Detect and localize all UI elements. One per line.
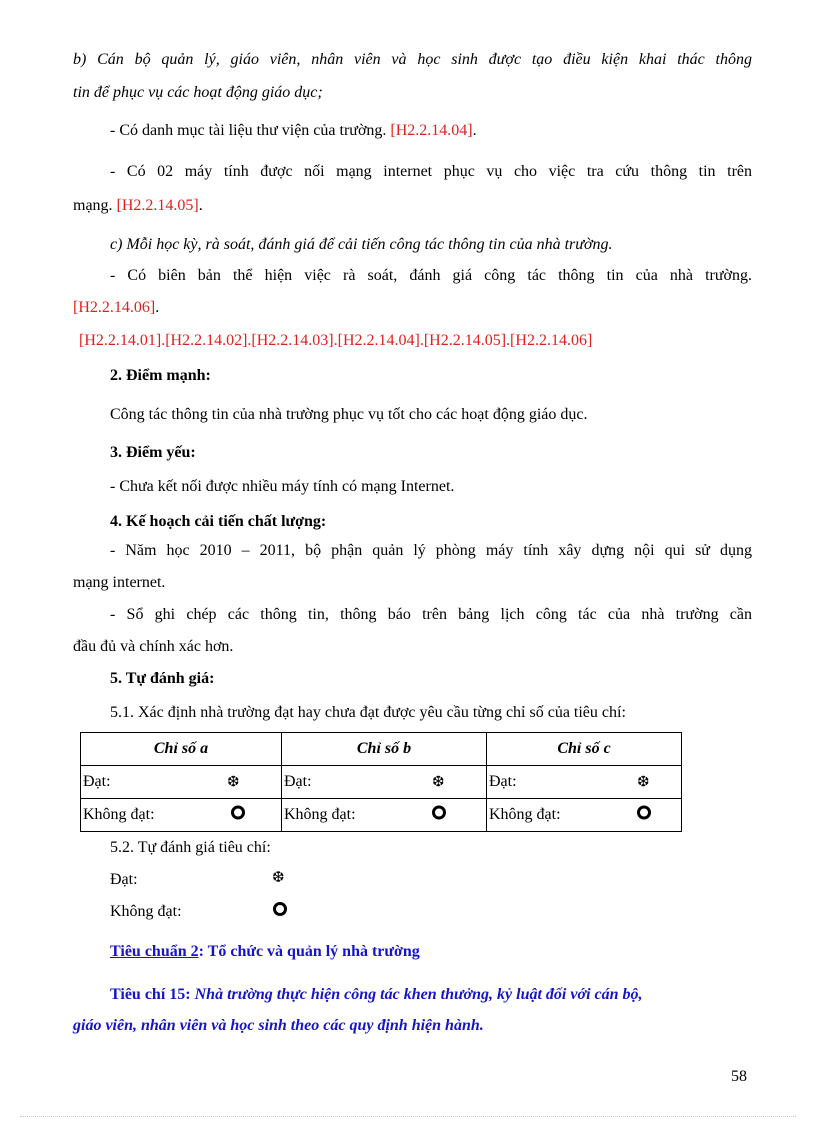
circle-icon bbox=[432, 806, 446, 825]
cell-c-fail bbox=[487, 799, 682, 832]
item-library-catalog: - Có danh mục tài liệu thư viện của trường. [H2.2.14.04]. bbox=[110, 122, 477, 139]
header-indicator-c: Chỉ số c bbox=[487, 733, 682, 766]
cell-b-pass bbox=[282, 766, 487, 799]
standard-link[interactable]: Tiêu chuẩn 2 bbox=[110, 943, 199, 960]
criterion-15-line2: giáo viên, nhân viên và học sinh theo các quy định hiện hành. bbox=[73, 1017, 484, 1034]
snowflake-icon: ❆ bbox=[272, 870, 285, 886]
snowflake-icon: ❆ bbox=[227, 774, 240, 791]
evidence-codes-all: [H2.2.14.01].[H2.2.14.02].[H2.2.14.03].[H2.2.14.04].[H2.2.14.05].[H2.2.14.06] bbox=[79, 332, 593, 349]
para-b-line1: b) Cán bộ quản lý, giáo viên, nhân viên và học sinh được tạo điều kiện khai thác thông bbox=[73, 51, 752, 68]
para-b-line2: tin để phục vụ các hoạt động giáo dục; bbox=[73, 84, 323, 101]
pass-label: Đạt: bbox=[284, 773, 312, 790]
header-indicator-b: Chỉ số b bbox=[282, 733, 487, 766]
item-text: - Có danh mục tài liệu thư viện của trường. bbox=[110, 122, 391, 139]
fail-label: Không đạt: bbox=[83, 806, 155, 823]
self-assessment-5-2: 5.2. Tự đánh giá tiêu chí: bbox=[110, 839, 271, 856]
circle-icon bbox=[273, 902, 287, 922]
table-row-pass bbox=[81, 766, 682, 799]
cell-c-pass bbox=[487, 766, 682, 799]
circle-icon bbox=[637, 806, 651, 825]
header-indicator-a: Chỉ số a bbox=[81, 733, 282, 766]
pass-label: Đạt: bbox=[489, 773, 517, 790]
table-row-fail bbox=[81, 799, 682, 832]
cell-a-fail bbox=[81, 799, 282, 832]
snowflake-icon: ❆ bbox=[637, 774, 650, 791]
item-minutes-line1: - Có biên bản thể hiện việc rà soát, đánh giá công tác thông tin của nhà trường. bbox=[110, 267, 752, 284]
cell-a-pass bbox=[81, 766, 282, 799]
self-assessment-5-1: 5.1. Xác định nhà trường đạt hay chưa đạt được yêu cầu từng chỉ số của tiêu chí: bbox=[110, 704, 626, 721]
criterion-label: Tiêu chí 15: bbox=[110, 986, 195, 1003]
item-computers-line2: mạng. [H2.2.14.05]. bbox=[73, 197, 203, 214]
heading-weaknesses: 3. Điểm yếu: bbox=[110, 444, 196, 461]
evidence-code: [H2.2.14.06] bbox=[73, 299, 156, 316]
table-header-row bbox=[81, 733, 682, 766]
snowflake-icon: ❆ bbox=[432, 774, 445, 791]
standard-heading bbox=[110, 942, 420, 962]
evidence-code: [H2.2.14.04] bbox=[390, 122, 473, 139]
cell-b-fail bbox=[282, 799, 487, 832]
plan-item1-line2: mạng internet. bbox=[73, 574, 166, 591]
fail-label: Không đạt: bbox=[489, 806, 561, 823]
item-computers-line1: - Có 02 máy tính được nối mạng internet phục vụ cho việc tra cứu thông tin trên bbox=[110, 163, 752, 180]
plan-item1-line1: - Năm học 2010 – 2011, bộ phận quản lý phòng máy tính xây dựng nội qui sử dụng bbox=[110, 542, 752, 559]
heading-strengths: 2. Điểm mạnh: bbox=[110, 367, 211, 384]
footer-divider bbox=[20, 1116, 796, 1117]
fail-label: Không đạt: bbox=[284, 806, 356, 823]
heading-improvement-plan: 4. Kế hoạch cải tiến chất lượng: bbox=[110, 513, 327, 530]
criterion-15-line1 bbox=[110, 985, 643, 1005]
item-text: mạng. bbox=[73, 197, 117, 214]
pass-label: Đạt: bbox=[83, 773, 111, 790]
criteria-pass-label: Đạt: bbox=[110, 871, 138, 888]
indicator-table bbox=[80, 732, 682, 832]
para-c: c) Mỗi học kỳ, rà soát, đánh giá để cải tiến công tác thông tin của nhà trường. bbox=[110, 236, 613, 253]
heading-self-assessment: 5. Tự đánh giá: bbox=[110, 670, 215, 687]
criteria-fail-label: Không đạt: bbox=[110, 903, 182, 920]
circle-icon bbox=[231, 806, 245, 825]
weakness-text: - Chưa kết nối được nhiều máy tính có mạng Internet. bbox=[110, 478, 455, 495]
evidence-code: [H2.2.14.05] bbox=[116, 197, 199, 214]
criterion-text: Nhà trường thực hiện công tác khen thưởng, kỷ luật đối với cán bộ, bbox=[194, 986, 643, 1003]
standard-title: : Tổ chức và quản lý nhà trường bbox=[198, 943, 420, 960]
item-minutes-line2: [H2.2.14.06]. bbox=[73, 299, 160, 316]
plan-item2-line2: đầu đủ và chính xác hơn. bbox=[73, 638, 234, 655]
strengths-text: Công tác thông tin của nhà trường phục vụ tốt cho các hoạt động giáo dục. bbox=[110, 406, 588, 423]
page-number: 58 bbox=[731, 1068, 747, 1085]
plan-item2-line1: - Sổ ghi chép các thông tin, thông báo trên bảng lịch công tác của nhà trường cần bbox=[110, 606, 752, 623]
